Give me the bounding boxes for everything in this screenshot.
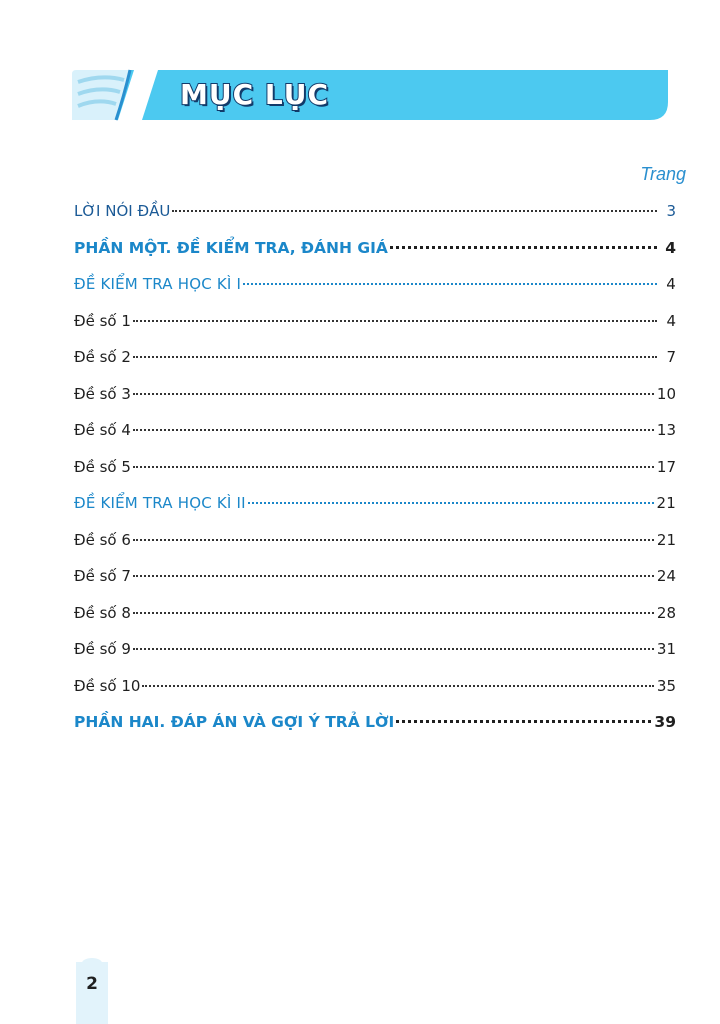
toc-entry-page: 28 — [656, 603, 676, 622]
toc-entry-title: Đề số 9 — [74, 640, 131, 658]
toc-entry[interactable] — [74, 306, 676, 343]
toc-entry[interactable] — [74, 671, 676, 708]
toc-entry-page: 39 — [654, 713, 676, 731]
dot-leader — [142, 685, 653, 687]
toc-entry[interactable] — [74, 379, 676, 416]
toc-entry[interactable] — [74, 525, 676, 562]
dot-leader — [133, 320, 657, 322]
dot-leader — [172, 210, 657, 212]
dot-leader — [133, 539, 654, 541]
toc-entry-title: ĐỀ KIỂM TRA HỌC KÌ II — [74, 494, 246, 512]
page-title: MỤC LỤC — [180, 78, 330, 111]
toc-entry-page: 17 — [656, 457, 676, 476]
toc-entry-title: Đề số 10 — [74, 676, 141, 695]
toc-entry[interactable] — [74, 488, 676, 525]
toc-entry-page: 3 — [666, 202, 676, 220]
toc-entry-page: 4 — [665, 238, 676, 257]
toc-entry-title: Đề số 6 — [74, 530, 131, 549]
toc-entry-page: 21 — [656, 530, 676, 549]
page-number-tab — [76, 962, 108, 1024]
toc-entry[interactable] — [74, 598, 676, 635]
dot-leader — [133, 612, 654, 614]
dot-leader — [248, 502, 654, 504]
toc-entry[interactable] — [74, 233, 676, 270]
dot-leader — [133, 429, 654, 431]
toc-entry-title: Đề số 5 — [74, 457, 131, 476]
dot-leader — [133, 648, 654, 650]
toc-entry-title: PHẦN MỘT. ĐỀ KIỂM TRA, ĐÁNH GIÁ — [74, 238, 388, 257]
toc-entry-title: Đề số 3 — [74, 384, 131, 403]
toc-entry-page: 4 — [666, 311, 676, 330]
toc-entry-page: 10 — [656, 384, 676, 403]
toc-entry-title: PHẦN HAI. ĐÁP ÁN VÀ GỢI Ý TRẢ LỜI — [74, 713, 395, 731]
title-banner — [72, 68, 668, 122]
toc-entry-title: LỜI NÓI ĐẦU — [74, 202, 171, 220]
dot-leader — [396, 720, 651, 723]
dot-leader — [243, 283, 657, 285]
toc-entry-page: 21 — [656, 494, 676, 512]
toc-entry-title: Đề số 2 — [74, 348, 131, 366]
toc-entry-title: Đề số 8 — [74, 603, 131, 622]
toc-entry-title: Đề số 4 — [74, 421, 131, 439]
toc-entry[interactable] — [74, 452, 676, 489]
dot-leader — [133, 575, 654, 577]
toc-entry-page: 35 — [656, 676, 676, 695]
toc-entry[interactable] — [74, 707, 676, 744]
dot-leader — [133, 393, 654, 395]
toc-entry-page: 24 — [656, 567, 676, 585]
dot-leader — [133, 356, 657, 358]
toc-entry-title: Đề số 1 — [74, 311, 131, 330]
toc-entry[interactable] — [74, 342, 676, 379]
toc-entry[interactable] — [74, 269, 676, 306]
toc-entry-page: 31 — [656, 640, 676, 658]
toc-entry[interactable] — [74, 415, 676, 452]
toc-entry-title: Đề số 7 — [74, 567, 131, 585]
toc-entry-page: 13 — [656, 421, 676, 439]
dot-leader — [133, 466, 654, 468]
toc-entry[interactable] — [74, 196, 676, 233]
page-column-label: Trang — [640, 164, 686, 184]
toc-entry-page: 4 — [666, 275, 676, 293]
toc-entry-title: ĐỀ KIỂM TRA HỌC KÌ I — [74, 275, 242, 293]
dot-leader — [390, 246, 657, 249]
toc-entry[interactable] — [74, 561, 676, 598]
table-of-contents — [74, 196, 676, 744]
toc-entry[interactable] — [74, 634, 676, 671]
toc-entry-page: 7 — [666, 348, 676, 366]
page-number: 2 — [86, 974, 98, 994]
banner-ribbon-graphic — [72, 68, 668, 122]
